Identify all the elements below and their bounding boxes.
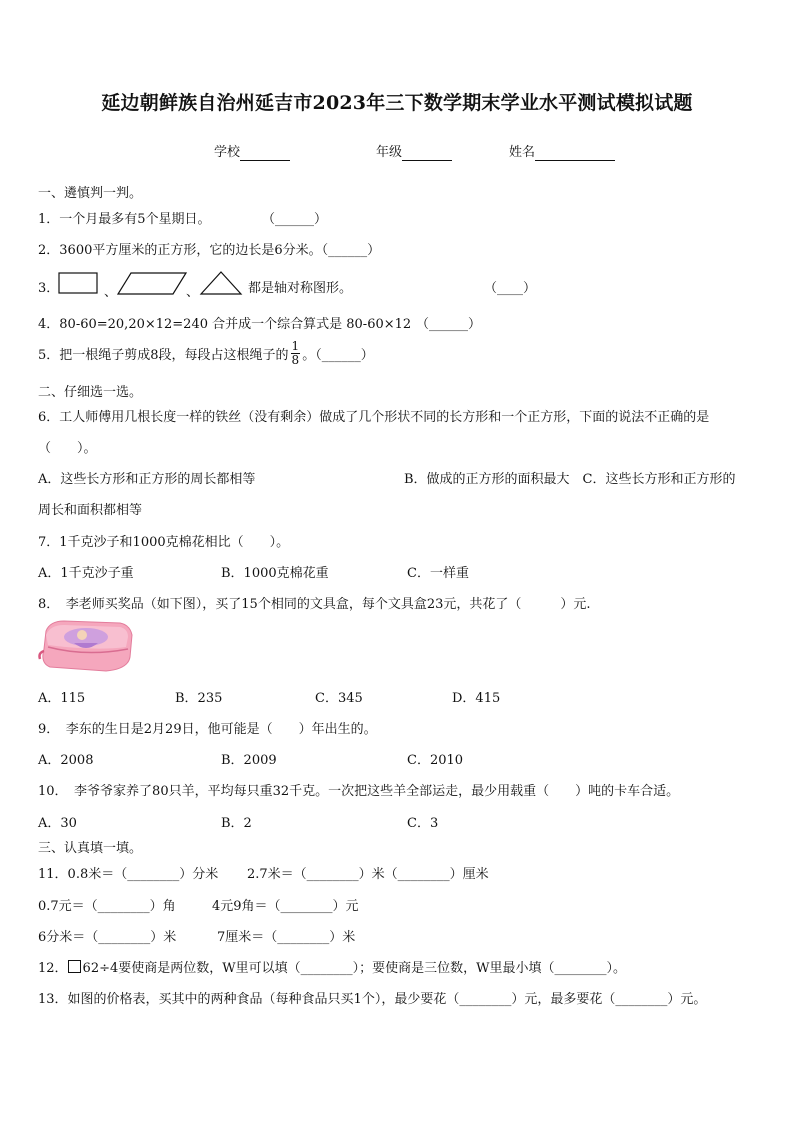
blank-square-icon [68,960,81,973]
question-6-option-bc[interactable]: B．做成的正方形的面积最大 C．这些长方形和正方形的 [404,472,736,487]
section-3-heading: 三、认真填一填。 [38,841,143,856]
question-3-shapes [58,270,248,298]
section-2-heading: 二、仔细选一选。 [38,385,143,400]
question-1-answer[interactable]: （______） [262,212,328,227]
question-6-line-2: （ ）。 [38,441,97,456]
fraction-denominator: 8 [291,353,300,367]
question-11-part-e[interactable]: 6分米＝（________）米 [38,930,177,945]
question-11-part-c[interactable]: 0.7元＝（________）角 [38,899,176,914]
question-8: 8． 李老师买奖品（如下图），买了15个相同的文具盒，每个文具盒23元，共花了（ ）元. [38,597,591,612]
question-3-number: 3． [38,281,60,296]
section-1-heading: 一、遴慎判一判。 [38,186,143,201]
grade-blank[interactable] [402,145,452,161]
triangle-shape [201,272,241,294]
question-7: 7．1千克沙子和1000克棉花相比（ ）。 [38,535,290,550]
question-10-option-c[interactable]: C．3 [407,816,439,831]
parallelogram-shape [118,273,186,294]
question-3-answer[interactable]: （____） [484,281,537,296]
question-9-option-c[interactable]: C．2010 [407,753,464,768]
question-3-sep-1: 、 [104,285,118,300]
question-5 [38,340,374,367]
school-field [214,141,290,161]
question-6-option-a[interactable]: A．这些长方形和正方形的周长都相等 [38,472,256,487]
question-8-option-c[interactable]: C．345 [315,691,363,706]
fraction-numerator: 1 [291,339,300,353]
name-field [509,141,615,161]
question-8-option-d[interactable]: D．415 [452,691,501,706]
name-label: 姓名 [509,145,536,160]
question-11-part-f[interactable]: 7厘米＝（________）米 [217,930,356,945]
question-5-text: 5．把一根绳子剪成8段，每段占这根绳子的 [38,348,289,363]
question-12-text[interactable]: 62÷4要使商是两位数，W里可以填（________）；要使商是三位数，W里最小填（________）。 [82,961,626,976]
page-title: 延边朝鲜族自治州延吉市2023年三下数学期末学业水平测试模拟试题 [101,92,693,114]
grade-label: 年级 [376,145,403,160]
question-2: 2．3600平方厘米的正方形，它的边长是6分米。（______） [38,243,381,258]
question-13[interactable]: 13．如图的价格表，买其中的两种食品（每种食品只买1个），最少要花（________）元，最多要花（________）元。 [38,992,707,1007]
rectangle-shape [59,273,97,293]
question-11-part-b[interactable]: 2.7米＝（________）米（________）厘米 [247,867,489,882]
question-11-part-a[interactable]: 11．0.8米＝（________）分米 [38,867,219,882]
grade-field [376,141,452,161]
fraction-one-eighth [291,340,301,367]
question-12 [38,957,626,976]
question-3-text: 都是轴对称图形。 [248,281,353,296]
question-7-option-a[interactable]: A．1千克沙子重 [38,566,134,581]
question-12-number: 12． [38,961,68,976]
school-label: 学校 [214,145,241,160]
question-8-option-a[interactable]: A．115 [38,691,86,706]
question-8-option-b[interactable]: B．235 [175,691,223,706]
question-9-option-b[interactable]: B．2009 [221,753,277,768]
question-10-option-a[interactable]: A．30 [38,816,77,831]
question-11-part-d[interactable]: 4元9角＝（________）元 [212,899,359,914]
question-5-answer[interactable]: 。（______） [302,348,374,363]
question-6-line-1: 6．工人师傅用几根长度一样的铁丝（没有剩余）做成了几个形状不同的长方形和一个正方形，下面的说法不正确的是 [38,410,710,425]
question-10-option-b[interactable]: B．2 [221,816,252,831]
question-3-sep-2: 、 [186,285,200,300]
question-6-option-c-cont: 周长和面积都相等 [38,503,143,518]
school-blank[interactable] [240,145,290,161]
question-1: 1．一个月最多有5个星期日。 [38,212,211,227]
question-7-option-c[interactable]: C．一样重 [407,566,469,581]
name-blank[interactable] [535,145,615,161]
question-10: 10． 李爷爷家养了80只羊，平均每只重32千克。一次把这些羊全部运走，最少用载重（ ）吨的卡车合适。 [38,784,680,799]
question-9-option-a[interactable]: A．2008 [38,753,94,768]
question-9: 9． 李东的生日是2月29日，他可能是（ ）年出生的。 [38,722,377,737]
question-7-option-b[interactable]: B．1000克棉花重 [221,566,329,581]
question-4-answer[interactable]: （______） [416,317,482,332]
question-4: 4．80-60=20,20×12=240 合并成一个综合算式是 80-60×12 [38,317,412,332]
pencil-case-image [36,617,136,673]
